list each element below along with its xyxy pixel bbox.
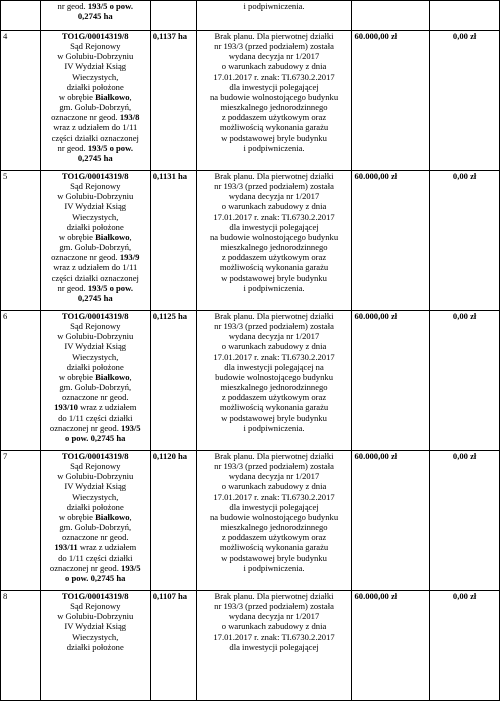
description-line: wydana decyzja nr 1/2017 <box>228 331 320 342</box>
text: IV Wydział Ksiąg <box>64 481 127 492</box>
land-register-line <box>43 283 148 293</box>
text: Sąd Rejonowy <box>70 321 121 332</box>
land-register-line <box>43 451 148 461</box>
bold-text: 193/8 <box>119 112 140 123</box>
land-register-line <box>43 92 148 102</box>
bold-text: 193/5 o pow. <box>87 142 133 153</box>
text: IV Wydział Ksiąg <box>64 201 127 212</box>
description-line: w podstawowej bryle budynku <box>221 132 327 143</box>
text: w Golubiu-Dobrzyniu <box>57 471 134 482</box>
value-cell: 0,00 zł <box>430 171 500 311</box>
land-register-line <box>43 341 148 351</box>
text: gm. Golub-Dobrzyń, <box>59 242 132 253</box>
text: w Golubiu-Dobrzyniu <box>57 611 134 622</box>
description-line: o warunkach zabudowy z dnia <box>221 201 327 212</box>
land-register-line <box>43 601 148 611</box>
text: , <box>129 511 132 522</box>
land-register-line <box>43 133 148 143</box>
description-line: mieszkalnego jednorodzinnego <box>220 382 328 393</box>
text: IV Wydział Ksiąg <box>64 61 127 72</box>
description-line: Brak planu. Dla pierwotnej działki <box>214 171 334 181</box>
description-line: 17.01.2017 r. znak: TI.6730.2.2017 <box>213 351 335 362</box>
land-register-line <box>43 311 148 321</box>
description-line: budowie wolnostojącego budynku <box>215 371 333 382</box>
description-line: wydana decyzja nr 1/2017 <box>228 191 320 202</box>
land-register-line <box>43 413 148 423</box>
land-register-line <box>43 143 148 153</box>
area-cell: 0,1125 ha <box>150 311 196 451</box>
area-cell: 0,1137 ha <box>150 31 196 171</box>
value-cell <box>430 1 500 31</box>
land-register-line <box>43 481 148 491</box>
land-register-line <box>43 492 148 502</box>
bold-text: 0,2745 ha <box>77 292 113 303</box>
bold-text: Białkowo <box>95 371 130 382</box>
description-line: Brak planu. Dla pierwotnej działki <box>214 591 334 601</box>
price-cell: 60.000,00 zł <box>352 171 430 311</box>
description-line: wydana decyzja nr 1/2017 <box>228 51 320 62</box>
bold-text: o pow. 0,2745 ha <box>65 432 126 443</box>
text: działki położone <box>66 81 124 92</box>
price-cell <box>352 1 430 31</box>
description-line: z poddaszem użytkowym oraz <box>221 252 327 263</box>
land-register-cell <box>40 591 150 701</box>
text: w Golubiu-Dobrzyniu <box>57 191 134 202</box>
bold-text: 193/5 o pow. <box>87 1 133 11</box>
land-register-line <box>43 212 148 222</box>
text: wraz z udziałem do 1/11 <box>53 262 138 273</box>
land-register-cell <box>40 451 150 591</box>
land-register-line <box>43 82 148 92</box>
land-register-line <box>43 153 148 163</box>
value-cell: 0,00 zł <box>430 311 500 451</box>
text: Sąd Rejonowy <box>70 181 121 192</box>
text: działki położone <box>66 641 124 652</box>
bold-text: TO1G/00014319/8 <box>61 171 129 181</box>
land-register-line <box>43 191 148 201</box>
description-line: na budowie wolnostojącego budynku <box>209 511 339 522</box>
text: działki położone <box>66 501 124 512</box>
description-line: dla inwestycji polegającej <box>229 641 319 652</box>
table-row <box>1 1 500 31</box>
land-register-line <box>43 591 148 601</box>
table-row <box>1 31 500 171</box>
description-line: na budowie wolnostojącego budynku <box>209 91 339 102</box>
planning-description-cell <box>196 1 352 31</box>
description-line: wydana decyzja nr 1/2017 <box>228 611 320 622</box>
description-line: dla inwestycji polegającej <box>229 81 319 92</box>
land-register-line <box>43 542 148 552</box>
description-line: i podpiwniczenia. <box>243 1 305 11</box>
description-line: i podpiwniczenia. <box>243 422 305 433</box>
description-line: na budowie wolnostojącego budynku <box>209 231 339 242</box>
description-line: o warunkach zabudowy z dnia <box>221 481 327 492</box>
land-register-line <box>43 181 148 191</box>
land-register-line <box>43 171 148 181</box>
price-cell: 60.000,00 zł <box>352 451 430 591</box>
row-number: 8 <box>1 591 41 701</box>
text: w Golubiu-Dobrzyniu <box>57 51 134 62</box>
land-register-line <box>43 201 148 211</box>
text: oznaczone nr geod. <box>51 112 120 123</box>
area-cell: 0,1131 ha <box>150 171 196 311</box>
description-line: dla inwestycji polegającej <box>229 501 319 512</box>
description-line: i podpiwniczenia. <box>243 562 305 573</box>
text: gm. Golub-Dobrzyń, <box>59 102 132 113</box>
text: IV Wydział Ksiąg <box>64 621 127 632</box>
land-register-line <box>43 331 148 341</box>
land-register-line <box>43 553 148 563</box>
land-register-line <box>43 11 148 21</box>
land-register-line <box>43 532 148 542</box>
text: wraz z udziałem do 1/11 <box>53 122 138 133</box>
bold-text: 193/10 <box>54 402 78 413</box>
bold-text: TO1G/00014319/8 <box>61 451 129 461</box>
text: w obrębie <box>58 371 96 382</box>
text: działki położone <box>66 221 124 232</box>
bold-text: 193/5 o pow. <box>87 282 133 293</box>
description-line: z poddaszem użytkowym oraz <box>221 112 327 123</box>
land-register-line <box>43 232 148 242</box>
land-register-line <box>43 382 148 392</box>
land-register-cell <box>40 31 150 171</box>
description-line: możliwością wykonania garażu <box>219 402 329 413</box>
land-register-line <box>43 402 148 412</box>
text: w obrębie <box>58 231 96 242</box>
land-register-line <box>43 222 148 232</box>
land-register-line <box>43 522 148 532</box>
description-line: mieszkalnego jednorodzinnego <box>220 242 328 253</box>
text: nr geod. <box>57 282 88 293</box>
table-row <box>1 451 500 591</box>
description-line: 17.01.2017 r. znak: TI.6730.2.2017 <box>213 491 335 502</box>
land-register-line <box>43 632 148 642</box>
land-register-line <box>43 563 148 573</box>
table-row <box>1 591 500 701</box>
text: części działki oznaczonej <box>51 132 139 143</box>
description-line: i podpiwniczenia. <box>243 282 305 293</box>
value-cell: 0,00 zł <box>430 591 500 701</box>
land-register-line <box>43 392 148 402</box>
text: , <box>129 371 132 382</box>
land-register-cell <box>40 311 150 451</box>
text: oznaczonej nr geod. <box>49 422 122 433</box>
description-line: o warunkach zabudowy z dnia <box>221 341 327 352</box>
text: wraz z udziałem <box>77 542 137 553</box>
bold-text: TO1G/00014319/8 <box>61 311 129 321</box>
bold-text: o pow. 0,2745 ha <box>65 572 126 583</box>
description-line: 17.01.2017 r. znak: TI.6730.2.2017 <box>213 631 335 642</box>
land-register-line <box>43 433 148 443</box>
text: , <box>129 91 132 102</box>
land-register-line <box>43 242 148 252</box>
text: do 1/11 części działki <box>58 552 133 563</box>
land-register-line <box>43 512 148 522</box>
price-cell: 60.000,00 zł <box>352 591 430 701</box>
text: części działki oznaczonej <box>51 272 139 283</box>
text: gm. Golub-Dobrzyń, <box>59 382 132 393</box>
land-register-line <box>43 252 148 262</box>
description-line: z poddaszem użytkowym oraz <box>221 392 327 403</box>
table-row <box>1 171 500 311</box>
row-number: 5 <box>1 171 41 311</box>
land-register-line <box>43 51 148 61</box>
area-cell <box>150 1 196 31</box>
text: oznaczone nr geod. <box>61 392 129 403</box>
planning-description-cell <box>196 311 352 451</box>
planning-description-cell <box>196 31 352 171</box>
land-register-cell <box>40 1 150 31</box>
description-line: i podpiwniczenia. <box>243 142 305 153</box>
land-register-line <box>43 372 148 382</box>
bold-text: 193/11 <box>54 542 78 553</box>
bold-text: Białkowo <box>95 91 130 102</box>
bold-text: Białkowo <box>95 231 130 242</box>
description-line: możliwością wykonania garażu <box>219 262 329 273</box>
description-line: nr 193/3 (przed podziałem) została <box>214 321 334 332</box>
description-line: Brak planu. Dla pierwotnej działki <box>214 31 334 41</box>
text: oznaczone nr geod. <box>51 252 120 263</box>
description-line: nr 193/3 (przed podziałem) została <box>214 601 334 612</box>
land-register-line <box>43 621 148 631</box>
text: nr geod. <box>57 1 88 11</box>
description-line: o warunkach zabudowy z dnia <box>221 621 327 632</box>
text: gm. Golub-Dobrzyń, <box>59 522 132 533</box>
area-cell: 0,1107 ha <box>150 591 196 701</box>
land-register-line <box>43 112 148 122</box>
text: Wieczystych, <box>72 351 119 362</box>
land-register-line <box>43 31 148 41</box>
description-line: nr 193/3 (przed podziałem) została <box>214 461 334 472</box>
bold-text: TO1G/00014319/8 <box>61 31 129 41</box>
description-line: 17.01.2017 r. znak: TI.6730.2.2017 <box>213 211 335 222</box>
row-number: 7 <box>1 451 41 591</box>
price-cell: 60.000,00 zł <box>352 31 430 171</box>
text: nr geod. <box>57 142 88 153</box>
text: , <box>129 231 132 242</box>
description-line: nr 193/3 (przed podziałem) została <box>214 41 334 52</box>
bold-text: 193/5 <box>121 422 141 433</box>
bold-text: TO1G/00014319/8 <box>61 591 129 601</box>
bold-text: 193/9 <box>119 252 140 263</box>
text: Sąd Rejonowy <box>70 461 121 472</box>
text: Sąd Rejonowy <box>70 41 121 52</box>
row-number <box>1 1 41 31</box>
description-line: w podstawowej bryle budynku <box>221 272 327 283</box>
land-register-line <box>43 72 148 82</box>
description-line: w podstawowej bryle budynku <box>221 552 327 563</box>
land-register-line <box>43 1 148 11</box>
land-register-line <box>43 293 148 303</box>
land-register-line <box>43 423 148 433</box>
text: Wieczystych, <box>72 491 119 502</box>
description-line: mieszkalnego jednorodzinnego <box>220 522 328 533</box>
description-line: dla inwestycji polegającej na <box>224 361 324 372</box>
description-line: możliwością wykonania garażu <box>219 122 329 133</box>
text: oznaczone nr geod. <box>61 532 129 543</box>
text: Wieczystych, <box>72 211 119 222</box>
land-register-line <box>43 273 148 283</box>
text: oznaczonej nr geod. <box>49 562 122 573</box>
description-line: w podstawowej bryle budynku <box>221 412 327 423</box>
row-number: 4 <box>1 31 41 171</box>
land-register-line <box>43 461 148 471</box>
text: Wieczystych, <box>72 71 119 82</box>
description-line: Brak planu. Dla pierwotnej działki <box>214 451 334 461</box>
table-row <box>1 311 500 451</box>
description-line: o warunkach zabudowy z dnia <box>221 61 327 72</box>
text: w Golubiu-Dobrzyniu <box>57 331 134 342</box>
land-register-line <box>43 61 148 71</box>
description-line: dla inwestycji polegającej <box>229 221 319 232</box>
planning-description-cell <box>196 171 352 311</box>
bold-text: 0,2745 ha <box>77 11 113 22</box>
text: w obrębie <box>58 91 96 102</box>
land-register-line <box>43 352 148 362</box>
bold-text: 0,2745 ha <box>77 152 113 163</box>
bold-text: Białkowo <box>95 511 130 522</box>
text: IV Wydział Ksiąg <box>64 341 127 352</box>
value-cell: 0,00 zł <box>430 31 500 171</box>
planning-description-cell <box>196 591 352 701</box>
land-register-line <box>43 102 148 112</box>
price-cell: 60.000,00 zł <box>352 311 430 451</box>
land-register-line <box>43 573 148 583</box>
text: Sąd Rejonowy <box>70 601 121 612</box>
land-register-line <box>43 41 148 51</box>
land-register-cell <box>40 171 150 311</box>
value-cell: 0,00 zł <box>430 451 500 591</box>
land-register-line <box>43 362 148 372</box>
land-register-line <box>43 502 148 512</box>
land-register-line <box>43 262 148 272</box>
plots-table-body <box>1 1 500 701</box>
land-register-line <box>43 321 148 331</box>
text: działki położone <box>66 361 124 372</box>
description-line: nr 193/3 (przed podziałem) została <box>214 181 334 192</box>
description-line: Brak planu. Dla pierwotnej działki <box>214 311 334 321</box>
bold-text: 193/5 <box>121 562 141 573</box>
area-cell: 0,1120 ha <box>150 451 196 591</box>
description-line: mieszkalnego jednorodzinnego <box>220 102 328 113</box>
row-number: 6 <box>1 311 41 451</box>
land-register-line <box>43 642 148 652</box>
description-line: możliwością wykonania garażu <box>219 542 329 553</box>
description-line: wydana decyzja nr 1/2017 <box>228 471 320 482</box>
text: w obrębie <box>58 511 96 522</box>
land-register-line <box>43 611 148 621</box>
description-line: z poddaszem użytkowym oraz <box>221 532 327 543</box>
text: wraz z udziałem <box>77 402 137 413</box>
text: Wieczystych, <box>72 631 119 642</box>
land-register-line <box>43 122 148 132</box>
land-register-line <box>43 471 148 481</box>
planning-description-cell <box>196 451 352 591</box>
text: do 1/11 części działki <box>58 412 133 423</box>
description-line: 17.01.2017 r. znak: TI.6730.2.2017 <box>213 71 335 82</box>
